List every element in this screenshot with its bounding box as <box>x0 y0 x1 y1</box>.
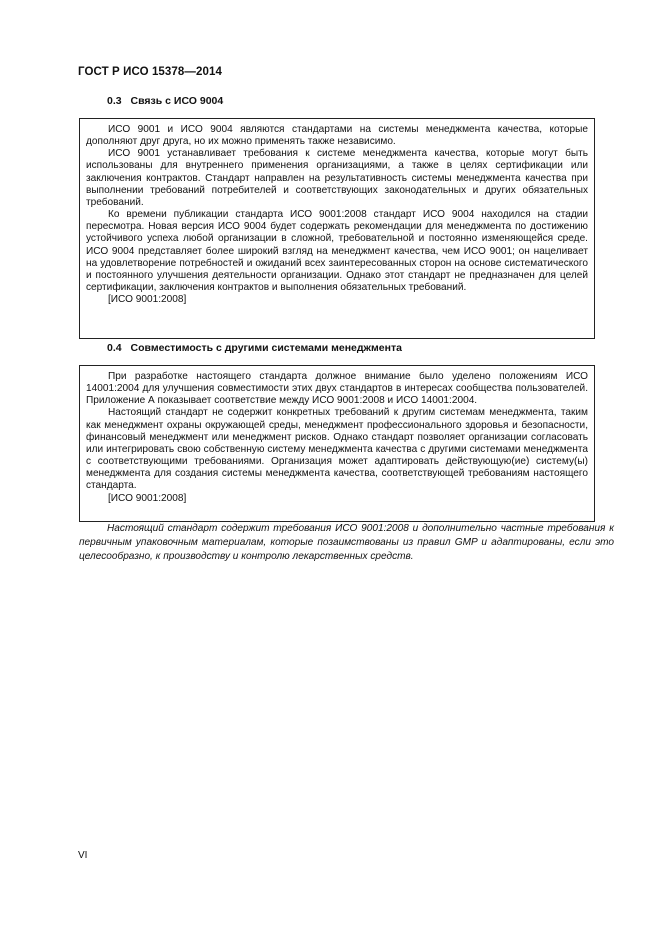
section-heading-0-4 <box>107 342 402 354</box>
section-title: Совместимость с другими системами менеджмента <box>130 342 402 354</box>
box-paragraph: Настоящий стандарт не содержит конкретных требований к другим системам менеджмента, таким как менеджмент охраны окружающей среды, менеджмент профессионального здоровья и безопасности, финансовый менеджмент или менеджмент рисков. Однако стандарт позволяет организации согласовать или интегрировать свою собственную систему менеджмента качества с другими системами менеджмента с соответствующими требованиями. Организация может адаптировать действующую(ие) систему(ы) менеджмента для создания системы менеджмента качества, соответствующей требованиям настоящего стандарта. <box>86 407 588 492</box>
page-number: VI <box>78 850 88 861</box>
italic-note: Настоящий стандарт содержит требования ИСО 9001:2008 и дополнительно частные требования к первичным упаковочным материалам, которые позаимствованы из правил GMP и адаптированы, если это целесообразно, к производству и контролю лекарственных средств. <box>79 523 614 563</box>
box-reference: [ИСО 9001:2008] <box>108 294 187 306</box>
box-paragraph: ИСО 9001 устанавливает требования к системе менеджмента качества, которые могут быть использованы для внутреннего применения организациями, а также в целях сертификации или заключения контрактов. Стандарт направлен на результативность системы менеджмента качества при выполнении требований потребителей и соответствующих законодательных и других обязательных требований. <box>86 148 588 208</box>
section-number: 0.4 <box>107 342 122 354</box>
box-paragraph: ИСО 9001 и ИСО 9004 являются стандартами на системы менеджмента качества, которые дополняют друг друга, но их можно применять также независимо. <box>86 124 588 148</box>
box-paragraph: Ко времени публикации стандарта ИСО 9001:2008 стандарт ИСО 9004 находился на стадии пересмотра. Новая версия ИСО 9004 будет содержать рекомендации для менеджмента по достижению устойчивого успеха любой организации в сложной, требовательной и постоянно изменяющейся среде. ИСО 9004 представляет более широкий взгляд на менеджмент качества, чем ИСО 9001; он нацеливает на удовлетворение потребностей и ожиданий всех заинтересованных сторон на основе систематического и постоянного улучшения деятельности организации. Однако этот стандарт не предназначен для целей сертификации, заключения контрактов и выполнения обязательных требований. <box>86 209 588 294</box>
quoted-box-iso9004 <box>79 118 595 339</box>
quoted-box-compatibility <box>79 365 595 522</box>
section-title: Связь с ИСО 9004 <box>130 95 224 107</box>
section-number: 0.3 <box>107 95 122 107</box>
section-heading-0-3 <box>107 95 223 107</box>
box-reference: [ИСО 9001:2008] <box>108 492 187 504</box>
document-header: ГОСТ Р ИСО 15378—2014 <box>78 66 223 78</box>
box-paragraph: При разработке настоящего стандарта должное внимание было уделено положениям ИСО 14001:2004 для улучшения совместимости этих двух стандартов в интересах сообщества пользователей. Приложение А показывает соответствие между ИСО 9001:2008 и ИСО 14001:2004. <box>86 371 588 407</box>
